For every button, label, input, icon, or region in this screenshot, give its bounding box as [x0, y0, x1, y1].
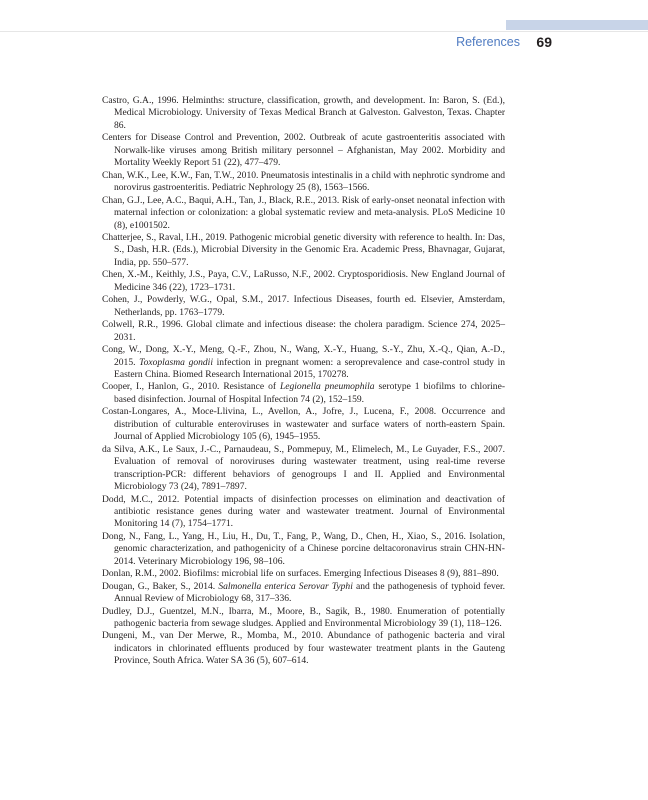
reference-entry: Donlan, R.M., 2002. Biofilms: microbial life on surfaces. Emerging Infectious Diseases 8 (9), 881–890.: [102, 568, 499, 580]
species-name: Legionella pneumophila: [279, 381, 375, 393]
reference-entry: Dudley, D.J., Guentzel, M.N., Ibarra, M., Moore, B., Sagik, B., 1980. Enumeration of potentially pathogenic bacteria from sewage sludges. Applied and Environmental Microbiology 39 (1), 118–126.: [102, 605, 505, 630]
reference-entry: Colwell, R.R., 1996. Global climate and infectious disease: the cholera paradigm. Science 274, 2025–2031.: [102, 319, 505, 343]
reference-entry: Castro, G.A., 1996. Helminths: structure, classification, growth, and development. In: Baron, S. (Ed.), Medical Microbiology. University of Texas Medical Branch at Galveston. Galveston, Texas. Chapter 86.: [102, 95, 505, 131]
reference-entry: Chan, W.K., Lee, K.W., Fan, T.W., 2010. Pneumatosis intestinalis in a child with nephrotic syndrome and norovirus gastroenteritis. Pediatric Nephrology 25 (8), 1563–1566.: [102, 169, 505, 194]
species-name: Salmonella enterica Serovar Typhi: [218, 580, 353, 592]
reference-entry: Cong, W., Dong, X.-Y., Meng, Q.-F., Zhou, N., Wang, X.-Y., Huang, S.-Y., Zhu, X.-Q., Qian, A.-D., 2015. Toxoplasma gondii infection in pregnant women: a seroprevalence and case-control study in Eastern China. Biomed Research International 2015, 170278.: [102, 344, 506, 380]
reference-entry: Chatterjee, S., Raval, I.H., 2019. Pathogenic microbial genetic diversity with reference to health. In: Das, S., Dash, H.R. (Eds.), Microbial Diversity in the Genomic Era. Academic Press, Bhavnagar, Gujarat, India, pp. 550–577.: [102, 231, 505, 268]
page-number: 69: [536, 34, 552, 50]
reference-entry: Cooper, I., Hanlon, G., 2010. Resistance of Legionella pneumophila serotype 1 biofilms to chlorine-based disinfection. Journal of Hospital Infection 74 (2), 152–159.: [102, 381, 506, 405]
species-name: Toxoplasma gondii: [139, 356, 213, 368]
reference-entry: Centers for Disease Control and Prevention, 2002. Outbreak of acute gastroenteritis associated with Norwalk-like viruses among British military personnel – Afghanistan, May 2002. Morbidity and Mortality Weekly Report 51 (22), 477–479.: [102, 132, 505, 169]
header-accent-bar: [506, 20, 648, 30]
header-divider: [0, 31, 648, 32]
reference-list: [102, 95, 505, 668]
reference-entry: Cohen, J., Powderly, W.G., Opal, S.M., 2017. Infectious Diseases, fourth ed. Elsevier, Amsterdam, Netherlands, pp. 1763–1779.: [102, 294, 505, 318]
reference-entry: Costan-Longares, A., Moce-Llivina, L., Avellon, A., Jofre, J., Lucena, F., 2008. Occurrence and distribution of culturable enteroviruses in wastewater and surface waters of north-eastern Spain. Journal of Applied Microbiology 105 (6), 1945–1955.: [102, 406, 505, 443]
reference-entry: Dong, N., Fang, L., Yang, H., Liu, H., Du, T., Fang, P., Wang, D., Chen, H., Xiao, S., 2016. Isolation, genomic characterization, and pathogenicity of a Chinese porcine deltacoronavirus strain CHN-HN-2014. Veterinary Microbiology 196, 98–106.: [102, 530, 505, 567]
reference-entry: Chen, X.-M., Keithly, J.S., Paya, C.V., LaRusso, N.F., 2002. Cryptosporidiosis. New England Journal of Medicine 346 (22), 1723–1731.: [102, 269, 505, 293]
reference-entry: da Silva, A.K., Le Saux, J.-C., Parnaudeau, S., Pommepuy, M., Elimelech, M., Le Guyader, F.S., 2007. Evaluation of removal of noroviruses during wastewater treatment, using real-time reverse transcription-PCR: different behaviors of genogroups I and II. Applied and Environmental Microbiology 73 (24), 7891–7897.: [102, 443, 505, 493]
reference-entry: Dougan, G., Baker, S., 2014. Salmonella enterica Serovar Typhi and the pathogenesis of typhoid fever. Annual Review of Microbiology 68, 317–336.: [102, 580, 505, 605]
running-head: References: [456, 35, 520, 49]
reference-entry: Chan, G.J., Lee, A.C., Baqui, A.H., Tan, J., Black, R.E., 2013. Risk of early-onset neonatal infection with maternal infection or colonization: a global systematic review and meta-analysis. PLoS Medicine 10 (8), e1001502.: [102, 194, 505, 231]
reference-entry: Dungeni, M., van Der Merwe, R., Momba, M., 2010. Abundance of pathogenic bacteria and viral indicators in chlorinated effluents produced by four wastewater treatment plants in the Gauteng Province, South Africa. Water SA 36 (5), 607–614.: [102, 630, 505, 667]
reference-entry: Dodd, M.C., 2012. Potential impacts of disinfection processes on elimination and deactivation of antibiotic resistance genes during water and wastewater treatment. Journal of Environmental Monitoring 14 (7), 1754–1771.: [102, 493, 505, 530]
